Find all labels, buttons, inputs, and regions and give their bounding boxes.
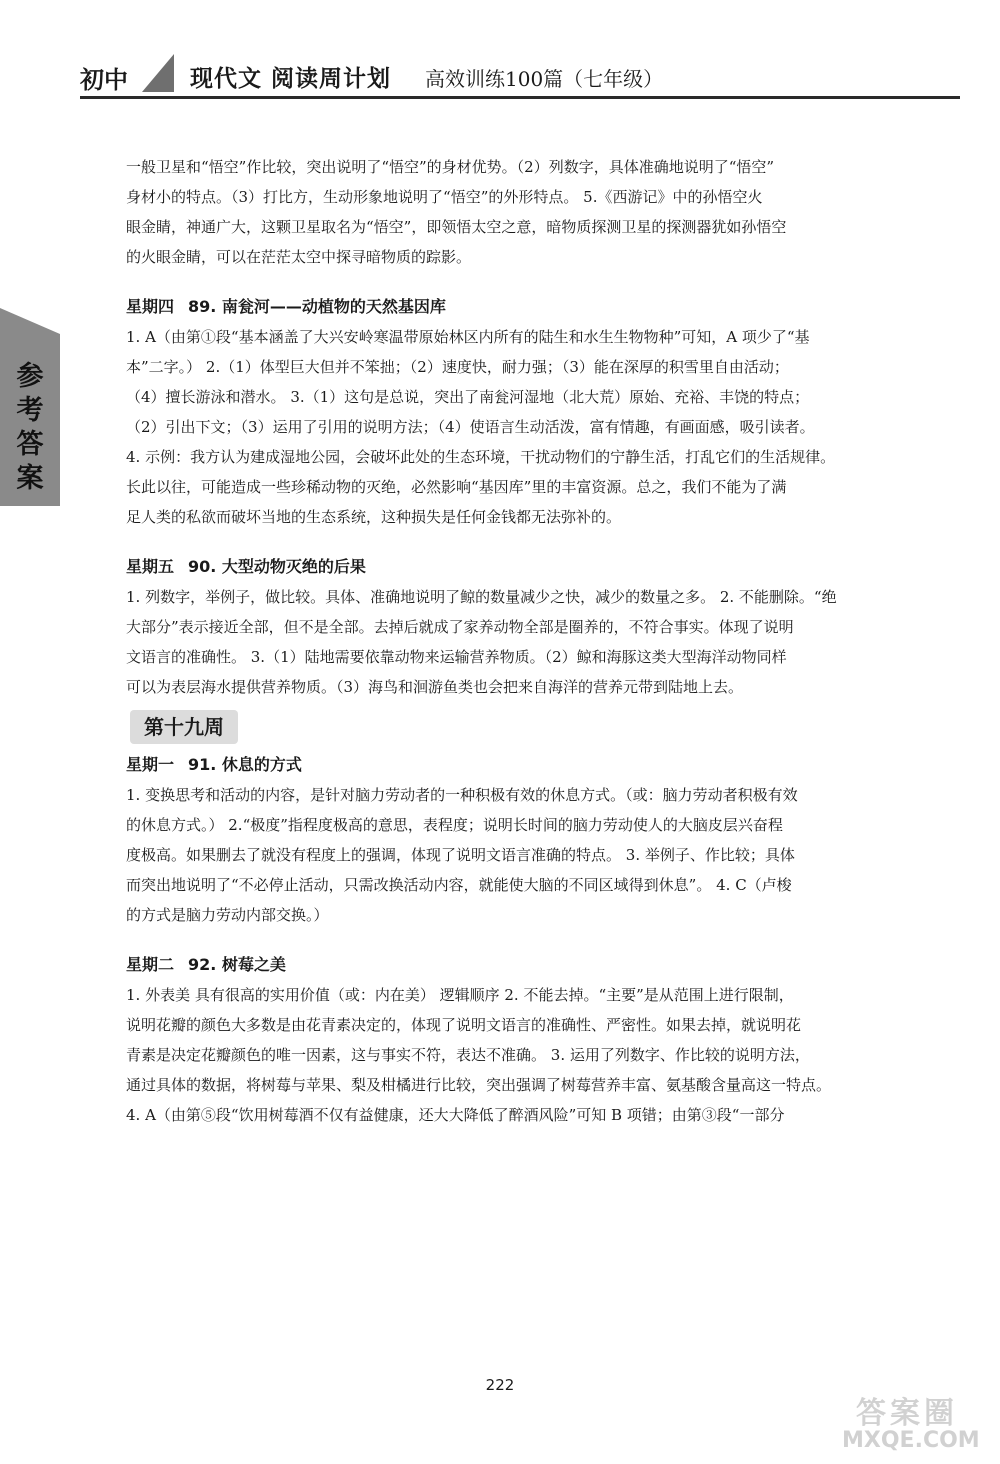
article-title: 89. 南瓮河——动植物的天然基因库: [188, 297, 446, 316]
text-line: 足人类的私欲而破坏当地的生态系统，这种损失是任何金钱都无法弥补的。: [126, 508, 622, 526]
intro-block: [126, 152, 936, 272]
text-line: 本”二字。） 2.（1）体型巨大但并不笨拙；（2）速度快，耐力强；（3）能在深厚的积雪里自由活动；: [126, 358, 789, 376]
text-line: 1. 列数字，举例子，做比较。具体、准确地说明了鲸的数量减少之快，减少的数量之多。 2. 不能删除。“绝: [126, 588, 837, 606]
text-line: 青素是决定花瓣颜色的唯一因素，这与事实不符，表达不准确。 3. 运用了列数字、作比较的说明方法，: [126, 1046, 810, 1064]
site-watermark-logo: [842, 1388, 980, 1454]
text-line: 度极高。如果删去了就没有程度上的强调，体现了说明文语言准确的特点。 3. 举例子、作比较；具体: [126, 846, 795, 864]
text-line: 文语言的准确性。 3.（1）陆地需要依靠动物来运输营养物质。（2）鲸和海豚这类大型海洋动物同样: [126, 648, 787, 666]
text-line: （4）擅长游泳和潜水。 3.（1）这句是总说，突出了南瓮河湿地（北大荒）原始、充裕、丰饶的特点；: [126, 388, 810, 406]
article-title: 92. 树莓之美: [188, 955, 286, 974]
article-title: 90. 大型动物灭绝的后果: [188, 557, 366, 576]
day-label: 星期四: [126, 297, 175, 316]
section-tuesday: [126, 950, 936, 1130]
text-line: 而突出地说明了“不必停止活动，只需改换活动内容，就能使大脑的不同区域得到休息”。 4. C（卢梭: [126, 876, 792, 894]
text-line: 的方式是脑力劳动内部交换。）: [126, 906, 329, 924]
side-tab-label: 参考答案: [16, 361, 44, 494]
section-heading: [126, 750, 936, 780]
text-line: 大部分”表示接近全部，但不是全部。去掉后就成了家养动物全部是圈养的，不符合事实。体现了说明: [126, 618, 794, 636]
day-label: 星期一: [126, 755, 175, 774]
section-heading: [126, 552, 936, 582]
section-heading: [126, 292, 936, 322]
text-line: 通过具体的数据，将树莓与苹果、梨及柑橘进行比较，突出强调了树莓营养丰富、氨基酸含量高这一特点。: [126, 1076, 832, 1094]
text-line: 的休息方式。） 2.“极度”指程度极高的意思，表程度；说明长时间的脑力劳动使人的大脑皮层兴奋程: [126, 816, 783, 834]
text-line: 4. 示例：我方认为建成湿地公园，会破坏此处的生态环境，干扰动物们的宁静生活，打乱它们的生活规律。: [126, 448, 836, 466]
watermark-line1: 答案圈: [856, 1396, 958, 1431]
text-line: 一般卫星和“悟空”作比较，突出说明了“悟空”的身材优势。（2）列数字，具体准确地说明了“悟空”: [126, 158, 775, 176]
header-subtitle: 高效训练100篇（七年级）: [425, 67, 664, 91]
section-monday: [126, 750, 936, 930]
side-tab-tip: [0, 308, 60, 334]
watermark-line2: MXQE.COM: [842, 1428, 980, 1453]
day-label: 星期五: [126, 557, 175, 576]
header-book-title: 现代文 阅读周计划: [190, 66, 392, 92]
day-label: 星期二: [126, 955, 175, 974]
text-line: 长此以往，可能造成一些珍稀动物的灭绝，必然影响“基因库”里的丰富资源。总之，我们不能为了满: [126, 478, 787, 496]
answer-key-side-tab: [0, 334, 60, 506]
text-line: 眼金睛，神通广大，这颗卫星取名为“悟空”，即领悟太空之意，暗物质探测卫星的探测器犹如孙悟空: [126, 218, 787, 236]
running-header: [80, 52, 960, 99]
text-line: 1. A（由第①段“基本涵盖了大兴安岭寒温带原始林区内所有的陆生和水生生物物种”可知，A 项少了“基: [126, 328, 810, 346]
text-line: 1. 外表美 具有很高的实用价值（或：内在美） 逻辑顺序 2. 不能去掉。“主要”是从范围上进行限制，: [126, 986, 794, 1004]
text-line: 的火眼金睛，可以在茫茫太空中探寻暗物质的踪影。: [126, 248, 472, 266]
week-heading: 第十九周: [130, 710, 238, 744]
text-line: 说明花瓣的颜色大多数是由花青素决定的，体现了说明文语言的准确性、严密性。如果去掉，就说明花: [126, 1016, 802, 1034]
section-friday: [126, 552, 936, 702]
section-heading: [126, 950, 936, 980]
text-line: 身材小的特点。（3）打比方，生动形象地说明了“悟空”的外形特点。 5.《西游记》中的孙悟空火: [126, 188, 763, 206]
page-number: 222: [485, 1376, 515, 1394]
header-level: 初中: [80, 66, 128, 94]
text-line: 1. 变换思考和活动的内容，是针对脑力劳动者的一种积极有效的休息方式。（或：脑力劳动者积极有效: [126, 786, 798, 804]
article-title: 91. 休息的方式: [188, 755, 302, 774]
text-line: 4. A（由第⑤段“饮用树莓酒不仅有益健康，还大大降低了醉酒风险”可知 B 项错；由第③段“一部分: [126, 1106, 785, 1124]
section-thursday: [126, 292, 936, 532]
text-line: （2）引出下文；（3）运用了引用的说明方法；（4）使语言生动活泼，富有情趣，有画面感，吸引读者。: [126, 418, 815, 436]
answer-content: [126, 152, 936, 1130]
header-triangle-decoration: [142, 54, 174, 92]
text-line: 可以为表层海水提供营养物质。（3）海鸟和洄游鱼类也会把来自海洋的营养元带到陆地上去。: [126, 678, 744, 696]
